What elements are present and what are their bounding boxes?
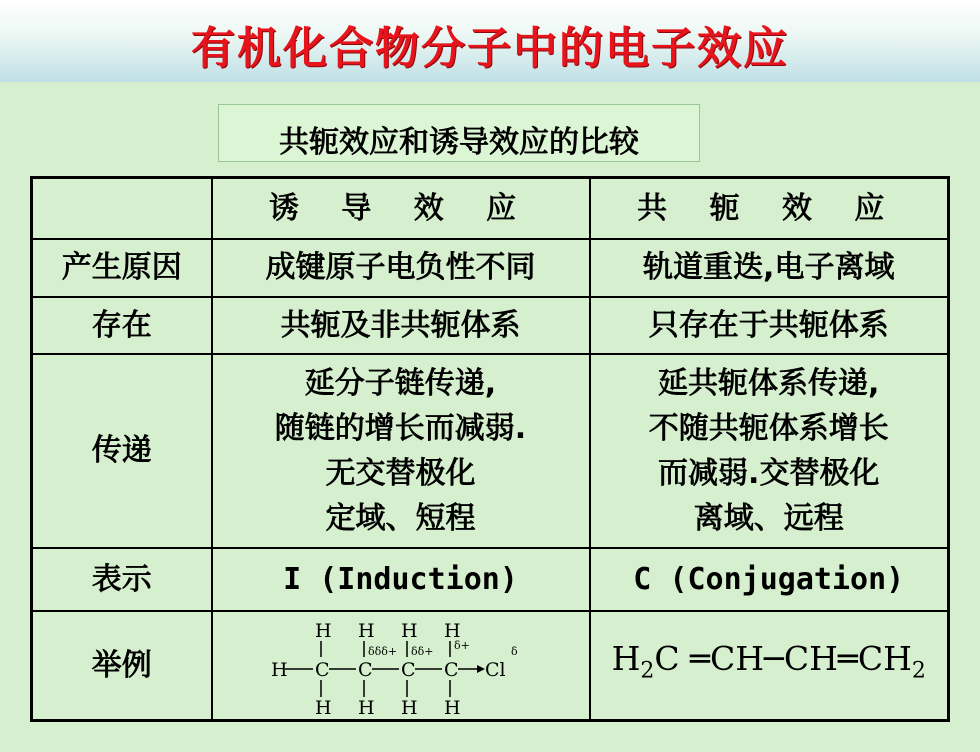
formula-part: C <box>654 639 680 679</box>
table-row <box>32 611 949 721</box>
atom-h: H <box>357 620 375 643</box>
atom-h: H <box>400 620 418 643</box>
atom-c: C <box>443 659 459 682</box>
subtitle: 共轭效应和诱导效应的比较 <box>279 125 639 160</box>
atom-h: H <box>357 697 375 718</box>
table-header-row <box>32 178 949 239</box>
cell-conjugation-existence: 只存在于共轭体系 <box>590 297 949 354</box>
text-line: 定域、短程 <box>325 500 476 536</box>
table-row <box>32 354 949 548</box>
atom-c: C <box>357 659 373 682</box>
row-label-notation: 表示 <box>32 548 212 611</box>
text-line: 延分子链传递, <box>304 365 497 401</box>
cell-induction-notation: I (Induction) <box>212 548 590 611</box>
table-row <box>32 239 949 297</box>
cell-conjugation-notation: C (Conjugation) <box>590 548 949 611</box>
atom-cl: Cl <box>484 659 506 682</box>
slide-title: 有机化合物分子中的电子效应 <box>191 23 789 74</box>
text-line: 而减弱.交替极化 <box>658 455 880 491</box>
cell-conjugation-transmission <box>590 354 949 548</box>
cell-conjugation-cause: 轨道重迭,电子离域 <box>590 239 949 297</box>
row-label-example: 举例 <box>32 611 212 721</box>
delta-label: δ <box>510 645 518 659</box>
text-line: 不随共轭体系增长 <box>648 410 889 446</box>
formula-subscript: 2 <box>911 659 926 685</box>
header-conjugation: 共 轭 效 应 <box>590 178 949 239</box>
atom-h: H <box>314 620 332 643</box>
arrow-head-icon <box>477 665 485 673</box>
atom-c: C <box>400 659 416 682</box>
delta-label: δδδ+ <box>367 645 397 659</box>
atom-h: H <box>443 620 461 643</box>
atom-h: H <box>443 697 461 718</box>
cell-induction-existence: 共轭及非共轭体系 <box>212 297 590 354</box>
delta-label: δδ+ <box>410 645 433 659</box>
row-label-existence: 存在 <box>32 297 212 354</box>
induction-structure-diagram <box>271 613 531 717</box>
text-line: 离域、远程 <box>693 500 844 536</box>
table-row <box>32 297 949 354</box>
cell-induction-cause: 成键原子电负性不同 <box>212 239 590 297</box>
butadiene-formula <box>611 639 926 685</box>
cell-conjugation-example <box>590 611 949 721</box>
formula-part: ═CH─CH═CH <box>679 639 912 679</box>
comparison-table <box>30 176 950 722</box>
atom-h: H <box>270 659 288 682</box>
cell-induction-example <box>212 611 590 721</box>
subtitle-box <box>218 104 700 162</box>
text-line: 无交替极化 <box>325 455 476 491</box>
atom-h: H <box>314 697 332 718</box>
text-line: 延共轭体系传递, <box>658 365 880 401</box>
atom-c: C <box>314 659 330 682</box>
title-band <box>0 0 980 82</box>
cell-induction-transmission <box>212 354 590 548</box>
table-row <box>32 548 949 611</box>
row-label-cause: 产生原因 <box>32 239 212 297</box>
formula-subscript: 2 <box>640 659 655 685</box>
atom-h: H <box>400 697 418 718</box>
header-induction: 诱 导 效 应 <box>212 178 590 239</box>
formula-part: H <box>611 639 641 679</box>
header-empty-cell <box>32 178 212 239</box>
delta-label: δ+ <box>453 639 470 653</box>
text-line: 随链的增长而减弱. <box>274 410 527 446</box>
row-label-transmission: 传递 <box>32 354 212 548</box>
